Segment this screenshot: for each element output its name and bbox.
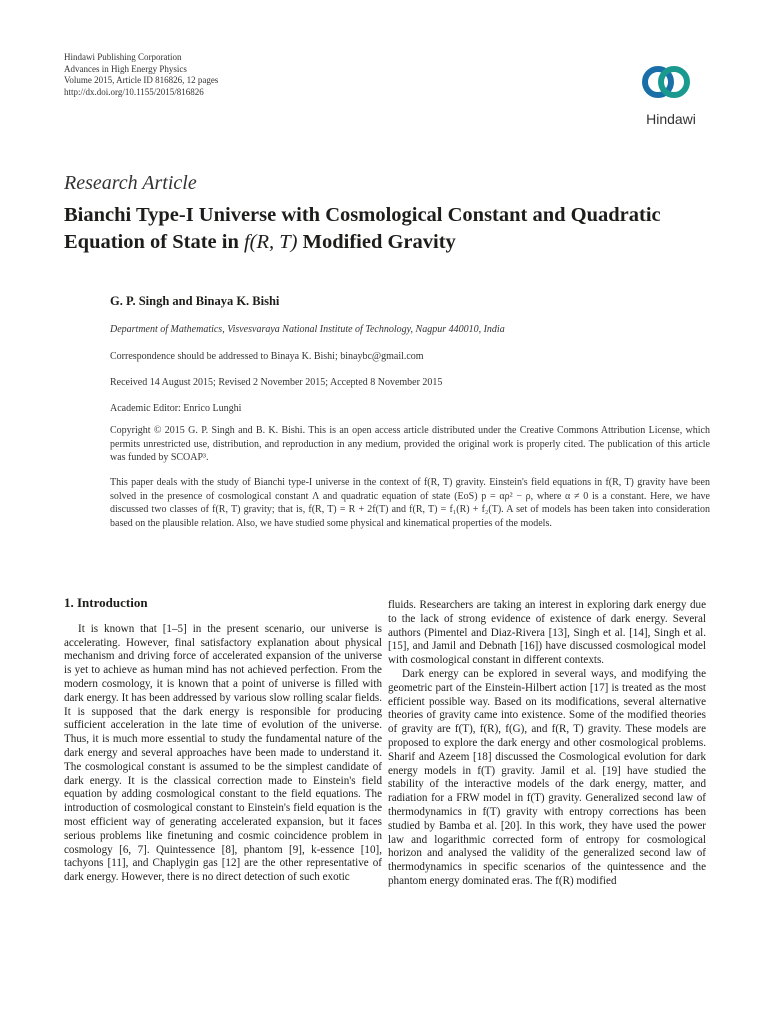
affiliation: Department of Mathematics, Visvesvaraya National Institute of Technology, Nagpur 440010, India xyxy=(110,324,505,335)
article-type: Research Article xyxy=(64,172,197,194)
publisher-name: Hindawi Publishing Corporation xyxy=(64,52,182,62)
right-column xyxy=(388,599,706,889)
paper-title xyxy=(64,202,704,256)
copyright-notice: Copyright © 2015 G. P. Singh and B. K. Bishi. This is an open access article distributed under the Creative Commons Attribution License, which permits unrestricted use, distribution, and reproduction in any medium, provided the original work is properly cited. The publication of this article was funded by SCOAP³. xyxy=(110,425,710,463)
title-math: f(R, T) xyxy=(243,231,298,253)
section-heading: 1. Introduction xyxy=(64,595,148,610)
dates: Received 14 August 2015; Revised 2 November 2015; Accepted 8 November 2015 xyxy=(110,377,443,388)
journal-info xyxy=(64,52,218,98)
paragraph: It is known that [1–5] in the present scenario, our universe is accelerating. However, final satisfactory explanation about physical mechanism and driving force of accelerated expansion of the universe is yet to achieve as human mind has not achieved perfection. From the modern cosmology, it is known that a point of universe is filled with dark energy. It has been addressed by various slow rolling scalar fields. It is supposed that the dark energy is responsible for producing sufficient acceleration in the late time of evolution of the universe. Thus, it is much more essential to study the fundamental nature of the dark energy and several approaches have been made to understand it. The cosmological constant is assumed to be the simplest candidate of dark energy. It is the classical correction made to Einstein's field equation by adding cosmological constant to the field equations. The introduction of cosmological constant to Einstein's field equation is the most efficient way of generating accelerated expansion, but it faces serious problems like finetuning and cosmic coincidence problem in cosmology [6, 7]. Quintessence [8], phantom [9], k-essence [10], tachyons [11], and Chaplygin gas [12] are the other representative of dark energy. However, there is no direct detection of such exotic xyxy=(64,622,382,884)
abstract: This paper deals with the study of Bianchi type-I universe in the context of f(R, T) gravity. Einstein's field equations in f(R, T) gravity have been solved in the presence of cosmological constant Λ and quadratic equation of state (EoS) p = αρ² − ρ, where α ≠ 0 is a constant. Here, we have discussed two classes of f(R, T) gravity; that is, f(R, T) = R + 2f(T) and f(R, T) = f₁(R) + f₂(T). A set of models has been taken into consideration based on the plausible relation. Also, we have studied some physical and kinematical properties of the models. xyxy=(110,477,710,529)
left-column xyxy=(64,596,382,885)
journal-name: Advances in High Energy Physics xyxy=(64,63,187,74)
hindawi-logo-text: Hindawi xyxy=(646,111,696,127)
correspondence: Correspondence should be addressed to Binaya K. Bishi; binaybc@gmail.com xyxy=(110,351,424,362)
paragraph: Dark energy can be explored in several ways, and modifying the geometric part of the Einstein-Hilbert action [17] is treated as the most efficient possible way. Based on its modifications, several alternative theories of gravity came into existence. Some of the modified theories of gravity are f(T), f(R), f(G), and f(R, T) gravity. These models are proposed to explore the dark energy and other cosmological problems. Sharif and Azeem [18] discussed the Cosmological evolution for dark energy models in f(T) gravity. Jamil et al. [19] have studied the stability of the interactive models of the dark energy, matter, and radiation for a FRW model in f(T) gravity. Generalized second law of thermodynamics in f(T) gravity with entropy corrections has been studied by Bamba et al. [20]. In this work, they have used the power law and logarithmic corrected form of entropy for cosmological horizon and analysed the validity of the generalized second law of thermodynamics in specific scenarios of the quintessence and the phantom energy dominated eras. The f(R) modified xyxy=(388,667,706,887)
authors: G. P. Singh and Binaya K. Bishi xyxy=(110,294,280,308)
title-part-1: Bianchi Type-I Universe with Cosmological Constant and Quadratic Equation of State in xyxy=(64,204,661,253)
academic-editor: Academic Editor: Enrico Lunghi xyxy=(110,403,242,414)
doi-link[interactable]: http://dx.doi.org/10.1155/2015/816826 xyxy=(64,86,204,97)
paragraph: fluids. Researchers are taking an interest in exploring dark energy due to the lack of strong evidence of existence of dark energy. Several authors (Pimentel and Diaz-Rivera [13], Singh et al. [14], Singh et al. [15], and Jamil and Debnath [16]) have discussed cosmological model with cosmological constant in different contexts. xyxy=(388,599,706,667)
volume-info: Volume 2015, Article ID 816826, 12 pages xyxy=(64,75,219,85)
title-part-2: Modified Gravity xyxy=(297,231,456,253)
